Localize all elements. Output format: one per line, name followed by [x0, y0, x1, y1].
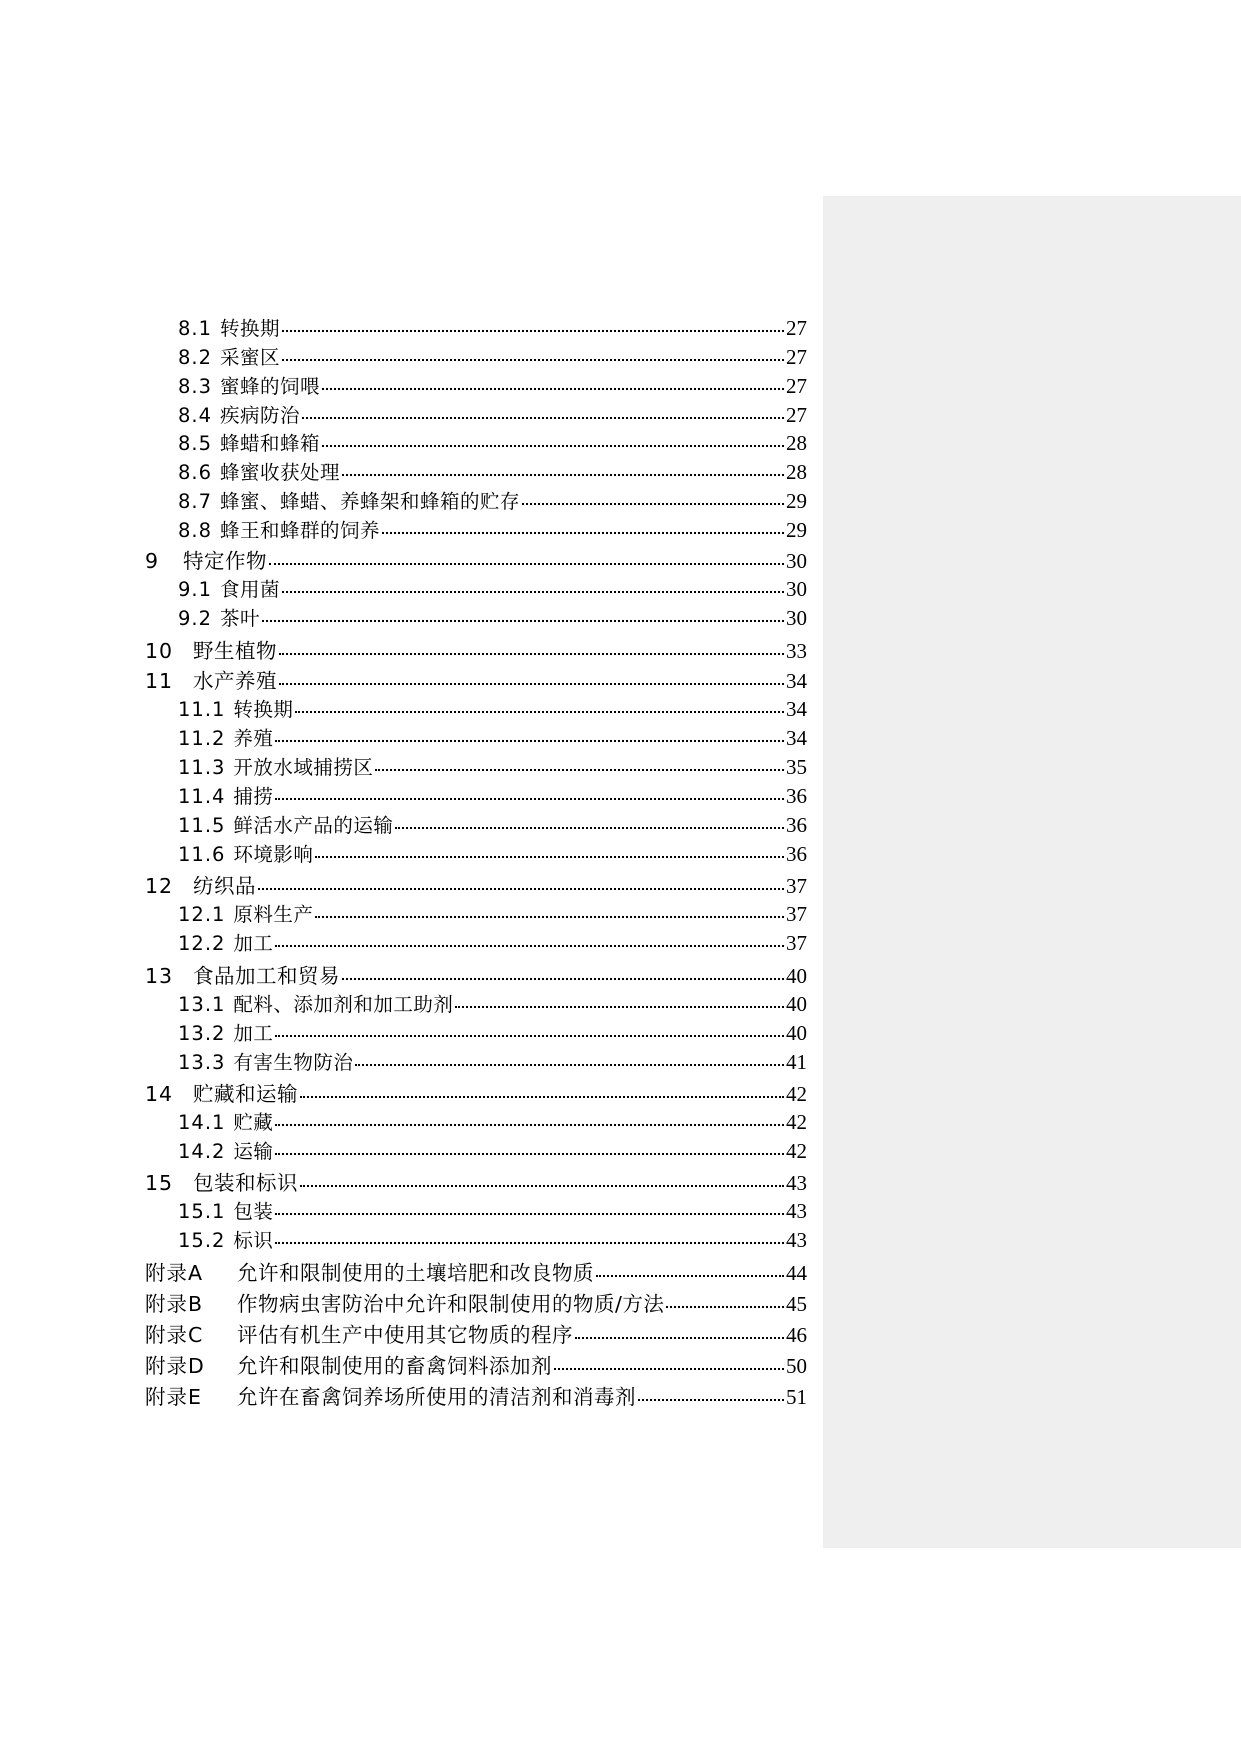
- toc-dot-leader: [355, 1064, 784, 1066]
- toc-entry[interactable]: [178, 400, 807, 428]
- toc-dot-leader: [275, 1213, 784, 1215]
- toc-entry-title: 有害生物防治: [233, 1051, 354, 1074]
- toc-entry-title: 茶叶: [220, 607, 261, 630]
- toc-entry[interactable]: [178, 1047, 807, 1075]
- toc-entry-number: 附录E: [145, 1385, 202, 1409]
- toc-dot-leader: [302, 417, 784, 419]
- toc-entry[interactable]: [145, 959, 807, 989]
- toc-dot-leader: [322, 445, 784, 447]
- toc-entry-page: 34: [786, 697, 807, 721]
- toc-entry-page: 50: [786, 1354, 807, 1378]
- toc-entry-title: 允许和限制使用的畜禽饲料添加剂: [237, 1354, 552, 1378]
- toc-entry-title: 环境影响: [233, 843, 314, 866]
- toc-entry-page: 34: [786, 726, 807, 750]
- toc-entry-title: 鲜活水产品的运输: [233, 814, 394, 837]
- toc-entry-number: 11: [145, 669, 174, 693]
- toc-entry-page: 30: [786, 606, 807, 630]
- toc-entry-page: 37: [786, 931, 807, 955]
- toc-entry-page: 43: [786, 1199, 807, 1223]
- comment-pane: [823, 196, 1241, 1548]
- toc-entry-title: 开放水域捕捞区: [233, 756, 374, 779]
- toc-dot-leader: [300, 1096, 784, 1098]
- toc-entry-page: 42: [786, 1110, 807, 1134]
- toc-dot-leader: [342, 474, 784, 476]
- toc-entry-title: 加工: [233, 1022, 274, 1045]
- toc-entry[interactable]: [178, 313, 807, 341]
- toc-entry-title: 包装和标识: [193, 1171, 298, 1195]
- toc-entry-page: 37: [786, 874, 807, 898]
- toc-dot-leader: [275, 1242, 784, 1244]
- toc-dot-leader: [596, 1275, 784, 1277]
- toc-entry[interactable]: [178, 603, 807, 631]
- toc-entry[interactable]: [178, 723, 807, 751]
- toc-entry[interactable]: [178, 1136, 807, 1164]
- toc-entry-title: 加工: [233, 932, 274, 955]
- toc-entry[interactable]: [145, 544, 807, 574]
- toc-entry[interactable]: [145, 664, 807, 694]
- toc-entry-number: 附录D: [145, 1354, 205, 1378]
- toc-entry-title: 蜂王和蜂群的饲养: [220, 519, 381, 542]
- toc-entry-number: 9: [145, 549, 160, 573]
- toc-entry-page: 35: [786, 755, 807, 779]
- toc-dot-leader: [342, 978, 784, 980]
- toc-entry-title: 标识: [233, 1229, 274, 1252]
- toc-entry-number: 12.2: [178, 932, 226, 955]
- toc-entry-number: 8.1: [178, 317, 213, 340]
- toc-entry-number: 附录C: [145, 1323, 204, 1347]
- toc-entry-number: 8.2: [178, 346, 213, 369]
- toc-entry-page: 29: [786, 489, 807, 513]
- toc-dot-leader: [275, 1124, 784, 1126]
- toc-entry-title: 配料、添加剂和加工助剂: [233, 993, 454, 1016]
- toc-entry-title: 允许和限制使用的土壤培肥和改良物质: [237, 1261, 594, 1285]
- toc-entry-page: 27: [786, 374, 807, 398]
- toc-entry-page: 45: [786, 1292, 807, 1316]
- toc-dot-leader: [262, 620, 784, 622]
- toc-entry-title: 转换期: [220, 317, 281, 340]
- toc-entry-page: 40: [786, 1021, 807, 1045]
- toc-dot-leader: [275, 1153, 784, 1155]
- toc-entry-number: 12: [145, 874, 174, 898]
- toc-entry-number: 11.2: [178, 727, 226, 750]
- toc-entry-title: 水产养殖: [193, 669, 277, 693]
- toc-entry-title: 特定作物: [183, 549, 267, 573]
- toc-entry-page: 36: [786, 813, 807, 837]
- toc-dot-leader: [282, 359, 784, 361]
- toc-entry-number: 14: [145, 1082, 174, 1106]
- toc-entry-page: 27: [786, 345, 807, 369]
- toc-dot-leader: [455, 1006, 784, 1008]
- toc-entry-number: 8.3: [178, 375, 213, 398]
- toc-entry-number: 11.3: [178, 756, 226, 779]
- toc-entry-page: 27: [786, 403, 807, 427]
- toc-entry[interactable]: [178, 781, 807, 809]
- toc-entry-number: 11.4: [178, 785, 226, 808]
- toc-entry-number: 8.8: [178, 519, 213, 542]
- toc-entry-title: 允许在畜禽饲养场所使用的清洁剂和消毒剂: [237, 1385, 636, 1409]
- toc-entry[interactable]: [178, 899, 807, 927]
- toc-dot-leader: [258, 888, 784, 890]
- toc-entry-title: 转换期: [233, 698, 294, 721]
- toc-entry-page: 44: [786, 1261, 807, 1285]
- toc-entry-title: 运输: [233, 1140, 274, 1163]
- toc-entry-title: 疾病防治: [220, 404, 301, 427]
- toc-entry-title: 蜂蜜、蜂蜡、养蜂架和蜂箱的贮存: [220, 490, 521, 513]
- toc-dot-leader: [275, 798, 784, 800]
- toc-entry-title: 评估有机生产中使用其它物质的程序: [237, 1323, 573, 1347]
- toc-entry[interactable]: [178, 1018, 807, 1046]
- toc-entry-title: 野生植物: [193, 639, 277, 663]
- toc-dot-leader: [575, 1337, 784, 1339]
- toc-entry[interactable]: [178, 1107, 807, 1135]
- toc-entry-page: 33: [786, 639, 807, 663]
- toc-entry-title: 捕捞: [233, 785, 274, 808]
- toc-entry[interactable]: [178, 428, 807, 456]
- toc-entry-number: 15.2: [178, 1229, 226, 1252]
- toc-entry-title: 贮藏: [233, 1111, 274, 1134]
- toc-entry-page: 42: [786, 1139, 807, 1163]
- toc-entry[interactable]: [178, 928, 807, 956]
- toc-entry-number: 9.2: [178, 607, 213, 630]
- toc-entry-number: 11.1: [178, 698, 226, 721]
- toc-dot-leader: [282, 330, 784, 332]
- toc-entry[interactable]: [145, 634, 807, 664]
- toc-entry-page: 29: [786, 518, 807, 542]
- toc-entry-page: 43: [786, 1228, 807, 1252]
- toc-dot-leader: [382, 532, 784, 534]
- toc-entry-number: 8.7: [178, 490, 213, 513]
- toc-dot-leader: [638, 1399, 784, 1401]
- toc-entry[interactable]: [178, 839, 807, 867]
- toc-entry[interactable]: [178, 457, 807, 485]
- toc-entry-title: 贮藏和运输: [193, 1082, 298, 1106]
- toc-entry[interactable]: [145, 1077, 807, 1107]
- toc-dot-leader: [522, 503, 784, 505]
- toc-entry[interactable]: [145, 1166, 807, 1196]
- toc-dot-leader: [269, 563, 784, 565]
- toc-dot-leader: [315, 856, 784, 858]
- toc-entry-page: 42: [786, 1082, 807, 1106]
- toc-entry-number: 13.1: [178, 993, 226, 1016]
- toc-dot-leader: [275, 945, 784, 947]
- toc-entry[interactable]: [145, 1380, 807, 1410]
- toc-entry-title: 食用菌: [220, 578, 281, 601]
- toc-dot-leader: [666, 1306, 784, 1308]
- toc-entry-number: 8.5: [178, 432, 213, 455]
- toc-entry-number: 11.6: [178, 843, 226, 866]
- toc-entry-page: 34: [786, 669, 807, 693]
- toc-entry-page: 40: [786, 992, 807, 1016]
- toc-dot-leader: [375, 769, 784, 771]
- toc-entry-number: 附录B: [145, 1292, 204, 1316]
- toc-entry-page: 37: [786, 902, 807, 926]
- toc-entry[interactable]: [145, 1318, 807, 1348]
- toc-dot-leader: [279, 653, 784, 655]
- toc-entry-page: 51: [786, 1385, 807, 1409]
- toc-entry-number: 12.1: [178, 903, 226, 926]
- toc-dot-leader: [554, 1368, 784, 1370]
- toc-entry-title: 蜜蜂的饲喂: [220, 375, 321, 398]
- toc-entry-title: 蜂蜡和蜂箱: [220, 432, 321, 455]
- toc-entry-title: 食品加工和贸易: [193, 964, 340, 988]
- toc-entry-title: 采蜜区: [220, 346, 281, 369]
- toc-entry-title: 原料生产: [233, 903, 314, 926]
- toc-entry-page: 28: [786, 460, 807, 484]
- toc-entry-page: 28: [786, 431, 807, 455]
- toc-entry-number: 13.2: [178, 1022, 226, 1045]
- toc-dot-leader: [279, 683, 784, 685]
- toc-dot-leader: [295, 711, 784, 713]
- toc-entry-number: 15.1: [178, 1200, 226, 1223]
- toc-entry-page: 46: [786, 1323, 807, 1347]
- toc-dot-leader: [395, 827, 784, 829]
- toc-entry-page: 36: [786, 784, 807, 808]
- toc-entry-number: 15: [145, 1171, 174, 1195]
- toc-dot-leader: [275, 1035, 784, 1037]
- toc-dot-leader: [282, 591, 784, 593]
- toc-entry-number: 10: [145, 639, 174, 663]
- toc-entry[interactable]: [178, 752, 807, 780]
- toc-entry[interactable]: [178, 342, 807, 370]
- toc-dot-leader: [315, 916, 784, 918]
- toc-entry-number: 14.1: [178, 1111, 226, 1134]
- toc-entry[interactable]: [178, 1196, 807, 1224]
- toc-entry-number: 8.4: [178, 404, 213, 427]
- toc-entry-number: 13: [145, 964, 174, 988]
- toc-entry-number: 9.1: [178, 578, 213, 601]
- toc-entry-title: 蜂蜜收获处理: [220, 461, 341, 484]
- toc-entry-number: 8.6: [178, 461, 213, 484]
- toc-entry[interactable]: [178, 694, 807, 722]
- toc-entry[interactable]: [178, 989, 807, 1017]
- toc-entry[interactable]: [178, 1225, 807, 1253]
- toc-entry-page: 30: [786, 577, 807, 601]
- toc-entry-title: 作物病虫害防治中允许和限制使用的物质/方法: [237, 1292, 665, 1316]
- toc-entry-page: 27: [786, 316, 807, 340]
- toc-entry[interactable]: [178, 574, 807, 602]
- toc-entry[interactable]: [145, 869, 807, 899]
- toc-entry-number: 附录A: [145, 1261, 204, 1285]
- toc-entry[interactable]: [178, 371, 807, 399]
- toc-entry-title: 纺织品: [193, 874, 256, 898]
- toc-entry-page: 30: [786, 549, 807, 573]
- toc-entry-page: 36: [786, 842, 807, 866]
- toc-entry-title: 包装: [233, 1200, 274, 1223]
- toc-entry-page: 41: [786, 1050, 807, 1074]
- toc-entry-page: 40: [786, 964, 807, 988]
- toc-dot-leader: [300, 1185, 784, 1187]
- toc-entry-number: 14.2: [178, 1140, 226, 1163]
- toc-entry[interactable]: [145, 1349, 807, 1379]
- toc-entry-number: 11.5: [178, 814, 226, 837]
- toc-entry[interactable]: [178, 486, 807, 514]
- toc-entry[interactable]: [178, 515, 807, 543]
- toc-entry[interactable]: [145, 1256, 807, 1286]
- toc-entry[interactable]: [145, 1287, 807, 1317]
- toc-entry-number: 13.3: [178, 1051, 226, 1074]
- toc-entry-title: 养殖: [233, 727, 274, 750]
- toc-dot-leader: [322, 388, 784, 390]
- toc-entry-page: 43: [786, 1171, 807, 1195]
- toc-entry[interactable]: [178, 810, 807, 838]
- toc-dot-leader: [275, 740, 784, 742]
